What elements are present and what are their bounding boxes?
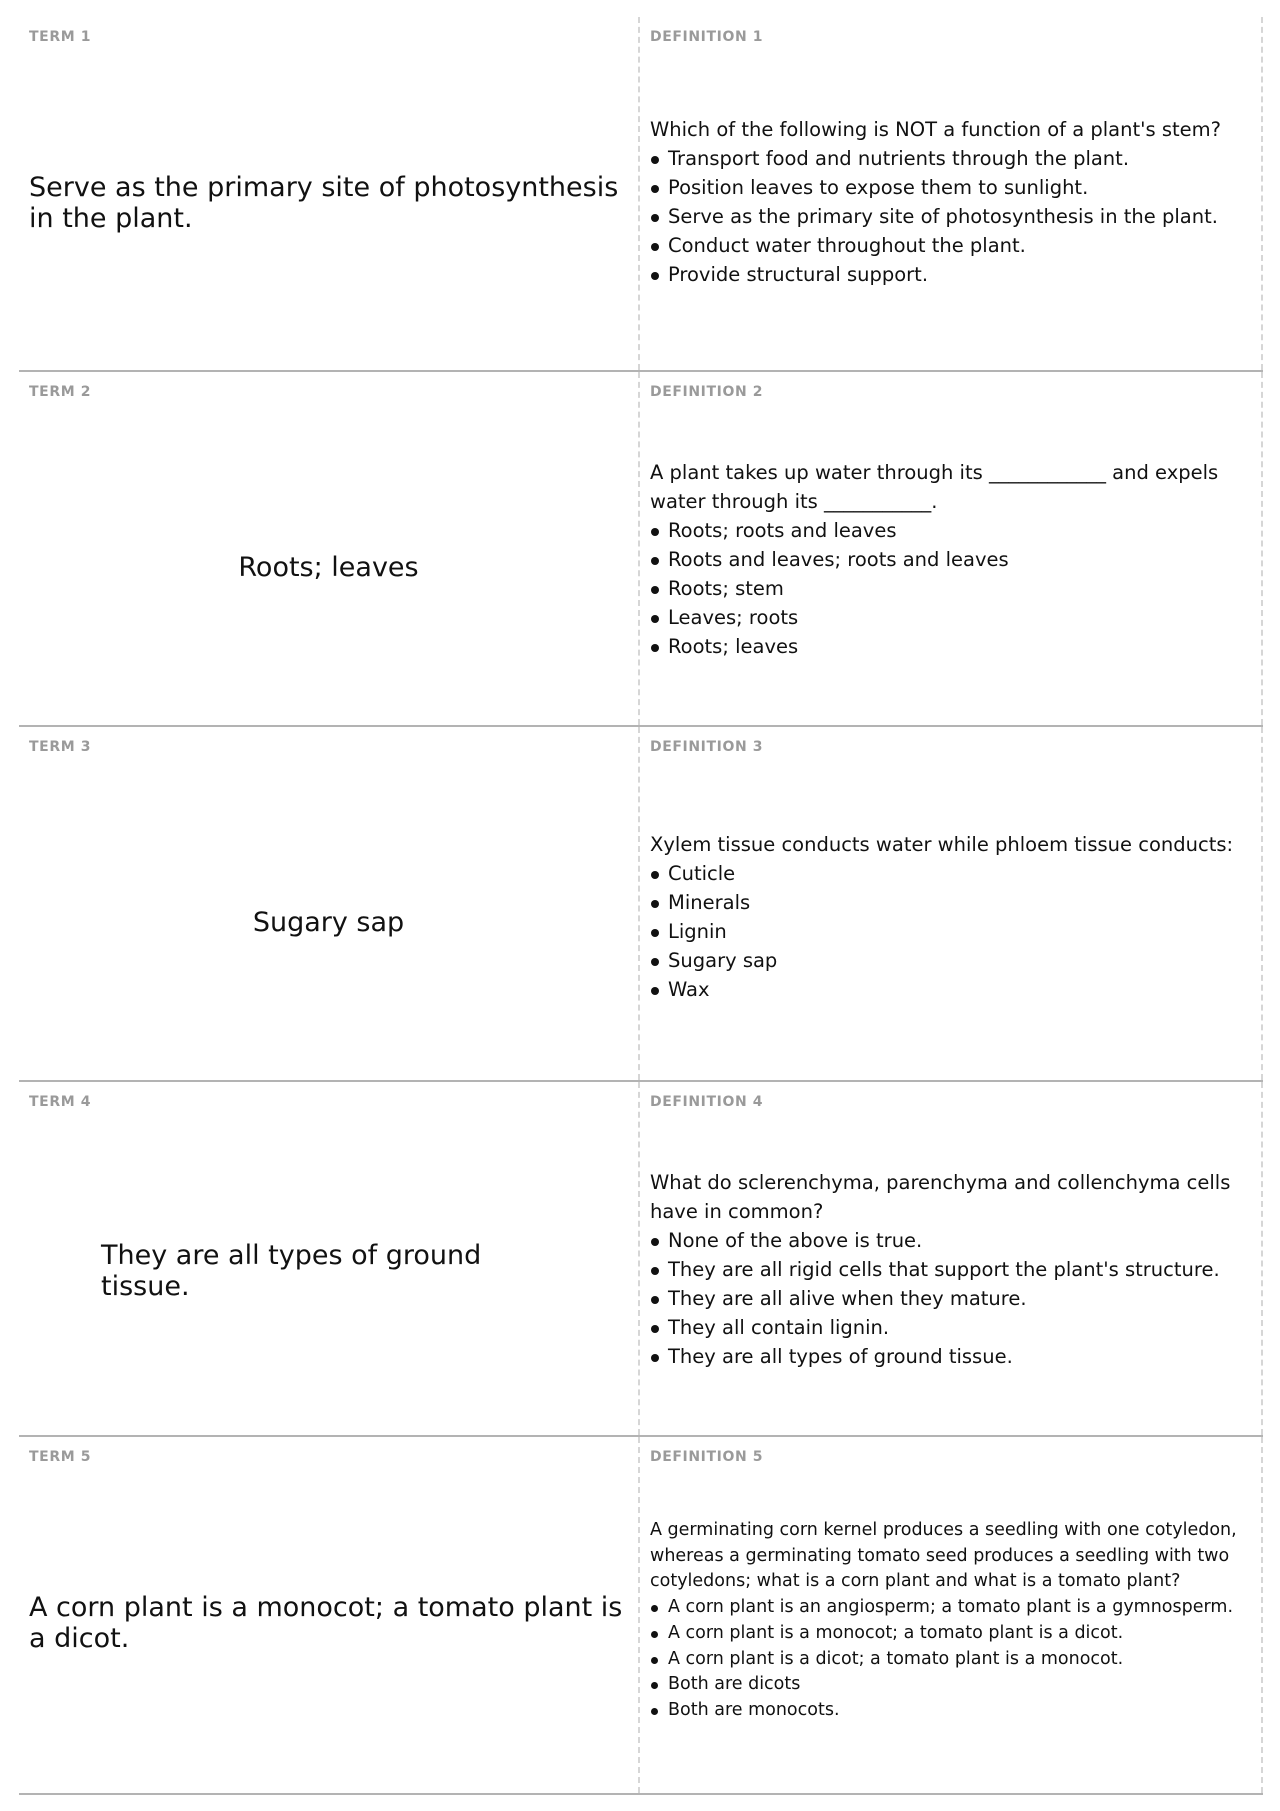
option-list	[650, 1595, 1251, 1724]
term-label: TERM 3	[29, 739, 92, 755]
option-item: They all contain lignin.	[650, 1313, 1251, 1342]
option-item: A corn plant is a dicot; a tomato plant is a monocot.	[650, 1647, 1251, 1673]
term-text: They are all types of ground tissue.	[101, 1240, 482, 1302]
question-text: A plant takes up water through its ____________ and expels water through its ___________.	[650, 461, 1219, 513]
option-item: Position leaves to expose them to sunlight.	[650, 173, 1251, 202]
option-item: Roots; roots and leaves	[650, 516, 1251, 545]
option-item: Lignin	[650, 917, 1251, 946]
term-label: TERM 2	[29, 384, 92, 400]
definition-cell-2	[640, 372, 1263, 725]
definition-label: DEFINITION 5	[650, 1449, 764, 1465]
option-item: A corn plant is an angiosperm; a tomato plant is a gymnosperm.	[650, 1595, 1251, 1621]
option-item: Conduct water throughout the plant.	[650, 231, 1251, 260]
option-item: Cuticle	[650, 859, 1251, 888]
flashcard-row-4	[19, 1082, 1263, 1437]
option-list	[650, 144, 1251, 289]
option-item: Both are dicots	[650, 1672, 1251, 1698]
definition-label: DEFINITION 2	[650, 384, 764, 400]
question-text: What do sclerenchyma, parenchyma and collenchyma cells have in common?	[650, 1171, 1231, 1223]
term-cell-4	[19, 1082, 640, 1435]
term-text: Sugary sap	[252, 907, 405, 938]
flashcard-sheet	[19, 17, 1263, 1795]
definition-body	[650, 1518, 1251, 1724]
question-text: A germinating corn kernel produces a seedling with one cotyledon, whereas a germinating tomato seed produces a seedling with two cotyledons; what is a corn plant and what is a tomato plant?	[650, 1520, 1237, 1592]
definition-label: DEFINITION 4	[650, 1094, 764, 1110]
option-item: Roots and leaves; roots and leaves	[650, 545, 1251, 574]
term-cell-3	[19, 727, 640, 1080]
option-item: Both are monocots.	[650, 1698, 1251, 1724]
definition-body	[650, 830, 1251, 1004]
definition-cell-3	[640, 727, 1263, 1080]
option-item: Wax	[650, 975, 1251, 1004]
definition-body	[650, 1168, 1251, 1371]
option-item: They are all alive when they mature.	[650, 1284, 1251, 1313]
question-text: Which of the following is NOT a function of a plant's stem?	[650, 118, 1221, 141]
option-item: Minerals	[650, 888, 1251, 917]
flashcard-row-3	[19, 727, 1263, 1082]
option-list	[650, 1226, 1251, 1371]
flashcard-row-5	[19, 1437, 1263, 1795]
option-item: Provide structural support.	[650, 260, 1251, 289]
option-item: They are all types of ground tissue.	[650, 1342, 1251, 1371]
option-item: Leaves; roots	[650, 603, 1251, 632]
flashcard-row-2	[19, 372, 1263, 727]
option-item: Roots; leaves	[650, 632, 1251, 661]
option-list	[650, 516, 1251, 661]
term-text: Serve as the primary site of photosynthesis in the plant.	[29, 172, 619, 234]
definition-label: DEFINITION 3	[650, 739, 764, 755]
option-item: None of the above is true.	[650, 1226, 1251, 1255]
term-cell-2	[19, 372, 640, 725]
option-item: They are all rigid cells that support the plant's structure.	[650, 1255, 1251, 1284]
term-cell-5	[19, 1437, 640, 1793]
flashcard-row-1	[19, 17, 1263, 372]
term-label: TERM 5	[29, 1449, 92, 1465]
option-list	[650, 859, 1251, 1004]
option-item: Serve as the primary site of photosynthesis in the plant.	[650, 202, 1251, 231]
term-label: TERM 1	[29, 29, 92, 45]
option-item: Transport food and nutrients through the plant.	[650, 144, 1251, 173]
term-text: Roots; leaves	[238, 552, 419, 583]
option-item: Sugary sap	[650, 946, 1251, 975]
term-label: TERM 4	[29, 1094, 92, 1110]
definition-cell-4	[640, 1082, 1263, 1435]
term-text: A corn plant is a monocot; a tomato plant is a dicot.	[29, 1592, 623, 1654]
question-text: Xylem tissue conducts water while phloem tissue conducts:	[650, 833, 1234, 856]
option-item: Roots; stem	[650, 574, 1251, 603]
term-cell-1	[19, 17, 640, 370]
option-item: A corn plant is a monocot; a tomato plant is a dicot.	[650, 1621, 1251, 1647]
definition-body	[650, 458, 1251, 661]
definition-body	[650, 115, 1251, 289]
definition-cell-1	[640, 17, 1263, 370]
definition-label: DEFINITION 1	[650, 29, 764, 45]
definition-cell-5	[640, 1437, 1263, 1793]
